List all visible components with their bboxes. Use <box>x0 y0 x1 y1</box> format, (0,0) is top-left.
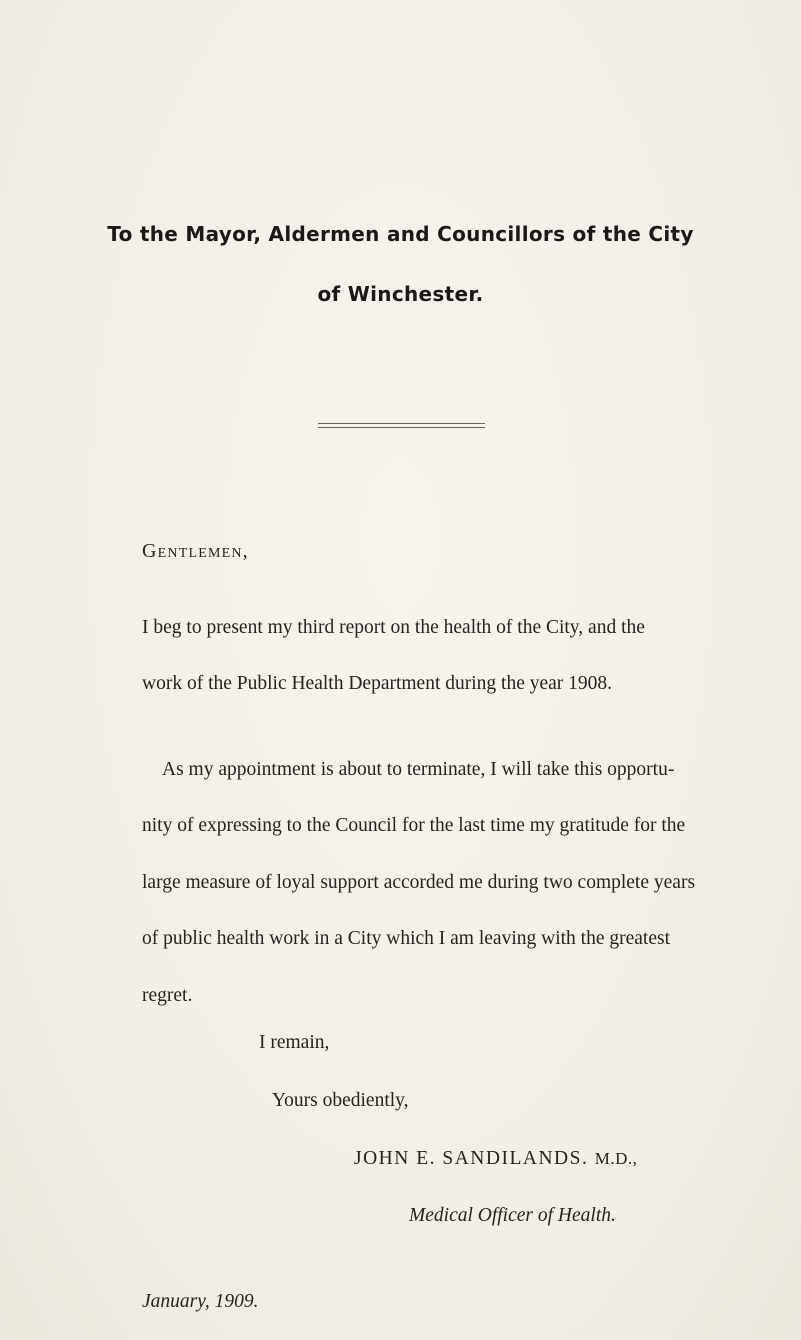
signatory-title: Medical Officer of Health. <box>409 1205 616 1226</box>
body-line-1: I beg to present my third report on the health of the City, and the <box>142 617 645 638</box>
salutation: Gentlemen, <box>142 540 249 562</box>
body-line-4: nity of expressing to the Council for the last time my gratitude for the <box>142 815 686 836</box>
body-line-2: work of the Public Health Department during the year 1908. <box>142 673 613 694</box>
double-rule-divider <box>318 423 485 429</box>
body-line-5: large measure of loyal support accorded me during two complete years <box>142 872 696 893</box>
signatory-name: JOHN E. SANDILANDS. <box>354 1148 589 1169</box>
address-heading-line-1: To the Mayor, Aldermen and Councillors of the City <box>107 222 694 246</box>
closing-remain: I remain, <box>259 1032 330 1053</box>
letter-date: January, 1909. <box>142 1291 259 1312</box>
closing-yours: Yours obediently, <box>272 1090 409 1111</box>
signature-block <box>354 1148 637 1170</box>
body-line-7: regret. <box>142 985 193 1006</box>
body-line-6: of public health work in a City which I am leaving with the greatest <box>142 928 670 949</box>
body-line-3: As my appointment is about to terminate, I will take this opportu- <box>162 759 675 780</box>
signatory-degree: M.D., <box>594 1149 638 1168</box>
address-heading-line-2: of Winchester. <box>317 282 484 306</box>
